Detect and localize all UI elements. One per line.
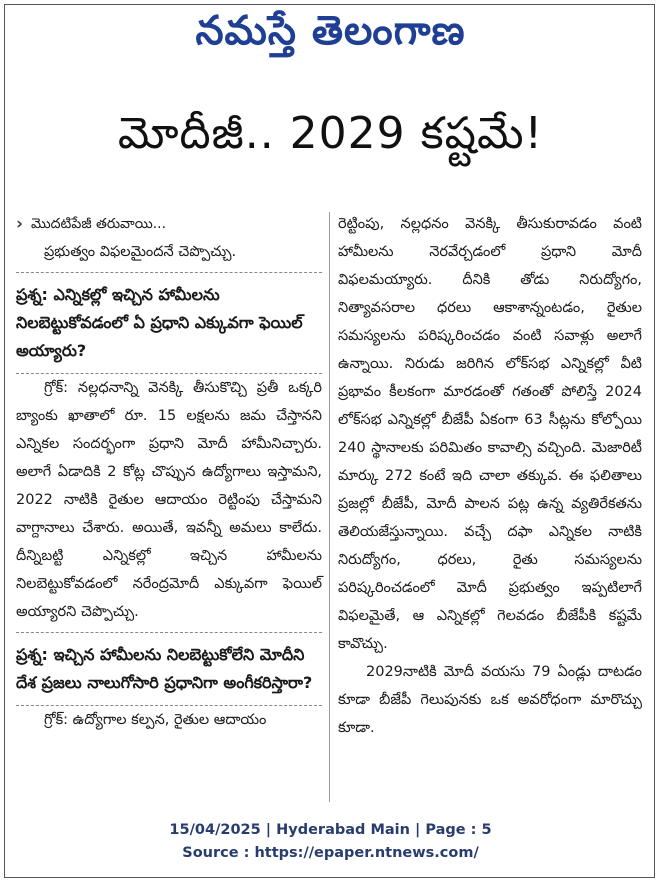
chevron-right-icon: ›	[16, 213, 24, 234]
intro-paragraph: ప్రభుత్వం విఫలమైందనే చెప్పొచ్చు.	[44, 244, 237, 260]
article-headline: మోదీజీ.. 2029 కష్టమే!	[117, 108, 544, 159]
newspaper-logo: నమస్తే తెలంగాణ	[195, 8, 466, 54]
right-paragraph-1: రెట్టింపు, నల్లధనం వెనక్కి తీసుకురావడం వంటి హామీలను నెరవేర్చడంలో ప్రధాని మోదీ విఫలమయ్యారు. దీనికి తోడు నిరుద్యోగం, నిత్యావసరాల ధరలు ఆకాశాన్నంటడం, రైతుల సమస్యలను పరిష్కరించడం వంటి సవాళ్లు అలాగే ఉన్నాయి. నిరుడు జరిగిన లోక్‌సభ ఎన్నికల్లో వీటి ప్రభావం కీలకంగా మారడంతో గతంతో పోలిస్తే 2024 లోక్‌సభ ఎన్నికల్లో బీజేపీ ఏకంగా 63 సీట్లను కోల్పోయి 240 స్థానాలకు పరిమితం కావాల్సి వచ్చింది. మెజారిటీ మార్కు 272 కంటే ఇది చాలా తక్కువ. ఈ ఫలితాలు ప్రజల్లో బీజేపీ, మోదీ పాలన పట్ల ఉన్న వ్యతిరేకతను తెలియజేస్తున్నాయి. వచ్చే దఫా ఎన్నికల నాటికి నిరుద్యోగం, ధరలు, రైతు సమస్యలను పరిష్కరించడంలో మోదీ ప్రభుత్వం ఇప్పటిలాగే విఫలమైతే, ఆ ఎన్నికల్లో గెలవడం బీజేపీకి కష్టమే కావొచ్చు.	[338, 216, 642, 652]
continued-marker	[16, 210, 322, 238]
footer-date-edition: 15/04/2025 | Hyderabad Main | Page : 5	[169, 822, 492, 838]
answer-2-start: గ్రోక్: ఉద్యోగాల కల్పన, రైతుల ఆదాయం	[44, 712, 267, 728]
footer-source: Source : https://epaper.ntnews.com/	[182, 845, 479, 861]
right-paragraph-2: 2029నాటికి మోదీ వయసు 79 ఏండ్లు దాటడం కూడా బీజేపీ గెలుపునకు ఒక అవరోధంగా మారొచ్చు కూడా.	[338, 664, 642, 736]
divider	[16, 272, 322, 273]
left-column	[16, 210, 322, 734]
divider	[16, 632, 322, 633]
question-2: ప్రశ్న: ఇచ్చిన హామీలను నిలబెట్టుకోలేని మోదీని దేశ ప్రజలు నాలుగోసారి ప్రధానిగా అంగీకరిస్తారా?	[16, 645, 313, 692]
continued-from-label: మొదటిపేజీ తరువాయి...	[31, 216, 167, 232]
column-divider	[329, 212, 330, 802]
question-1: ప్రశ్న: ఎన్నికల్లో ఇచ్చిన హామీలను నిలబెట్టుకోవడంలో ఏ ప్రధాని ఎక్కువగా ఫెయిల్ అయ్యారు?	[16, 285, 303, 360]
answer-1: గ్రోక్: నల్లధనాన్ని వెనక్కి తీసుకొచ్చి ప్రతీ ఒక్కరి బ్యాంకు ఖాతాలో రూ. 15 లక్షలను జమ చేస్తానని ఎన్నికల సందర్భంగా ప్రధాని మోదీ హామీనిచ్చారు. అలాగే ఏడాదికి 2 కోట్ల చొప్పున ఉద్యోగాలు ఇస్తామని, 2022 నాటికి రైతుల ఆదాయం రెట్టింపు చేస్తామని వాగ్దానాలు చేశారు. అయితే, ఇవన్నీ అమలు కాలేదు. దీన్నిబట్టి ఎన్నికల్లో ఇచ్చిన హామీలను నిలబెట్టుకోవడంలో నరేంద్రమోదీ ఎక్కువగా ఫెయిల్ అయ్యారని చెప్పొచ్చు.	[16, 380, 322, 620]
right-column	[338, 210, 642, 742]
